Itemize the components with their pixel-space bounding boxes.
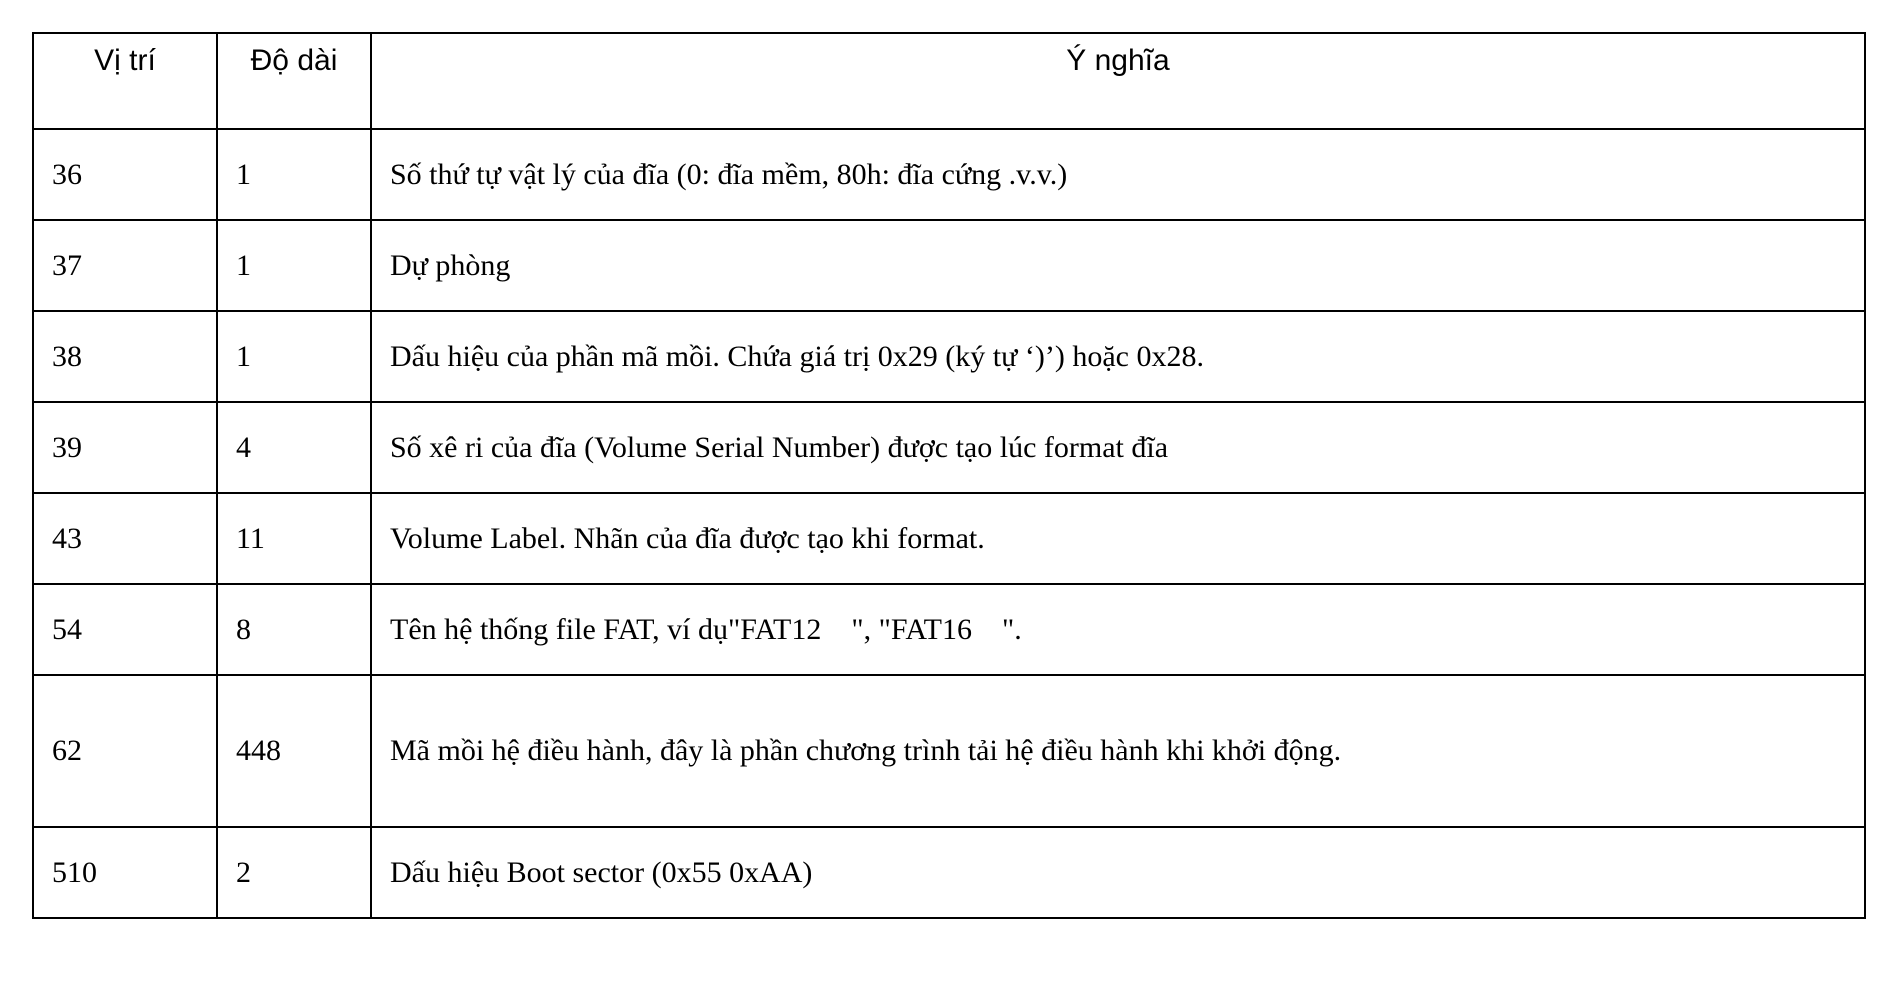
cell-meaning: Volume Label. Nhãn của đĩa được tạo khi format. — [371, 493, 1865, 584]
cell-length: 2 — [217, 827, 371, 918]
cell-length: 1 — [217, 220, 371, 311]
cell-meaning: Tên hệ thống file FAT, ví dụ"FAT12 ", "FAT16 ". — [371, 584, 1865, 675]
cell-position: 510 — [33, 827, 217, 918]
table-row — [33, 220, 1865, 311]
cell-length: 1 — [217, 129, 371, 220]
cell-meaning: Mã mồi hệ điều hành, đây là phần chương trình tải hệ điều hành khi khởi động. — [371, 675, 1865, 827]
cell-length: 11 — [217, 493, 371, 584]
cell-position: 39 — [33, 402, 217, 493]
table-row — [33, 675, 1865, 827]
table-header-row — [33, 33, 1865, 129]
cell-position: 43 — [33, 493, 217, 584]
table-row — [33, 402, 1865, 493]
table-row — [33, 493, 1865, 584]
table-row — [33, 584, 1865, 675]
header-length: Độ dài — [217, 33, 371, 129]
table-row — [33, 827, 1865, 918]
header-meaning: Ý nghĩa — [371, 33, 1865, 129]
cell-length: 1 — [217, 311, 371, 402]
cell-length: 4 — [217, 402, 371, 493]
cell-meaning: Số xê ri của đĩa (Volume Serial Number) được tạo lúc format đĩa — [371, 402, 1865, 493]
cell-position: 62 — [33, 675, 217, 827]
cell-meaning: Dấu hiệu Boot sector (0x55 0xAA) — [371, 827, 1865, 918]
cell-meaning: Dấu hiệu của phần mã mồi. Chứa giá trị 0x29 (ký tự ‘)’) hoặc 0x28. — [371, 311, 1865, 402]
cell-length: 8 — [217, 584, 371, 675]
cell-meaning: Số thứ tự vật lý của đĩa (0: đĩa mềm, 80h: đĩa cứng .v.v.) — [371, 129, 1865, 220]
cell-position: 37 — [33, 220, 217, 311]
table-row — [33, 129, 1865, 220]
cell-position: 38 — [33, 311, 217, 402]
boot-sector-table — [32, 32, 1866, 919]
cell-meaning: Dự phòng — [371, 220, 1865, 311]
cell-position: 36 — [33, 129, 217, 220]
boot-sector-table-container — [32, 32, 1864, 919]
cell-position: 54 — [33, 584, 217, 675]
cell-length: 448 — [217, 675, 371, 827]
header-position: Vị trí — [33, 33, 217, 129]
table-row — [33, 311, 1865, 402]
